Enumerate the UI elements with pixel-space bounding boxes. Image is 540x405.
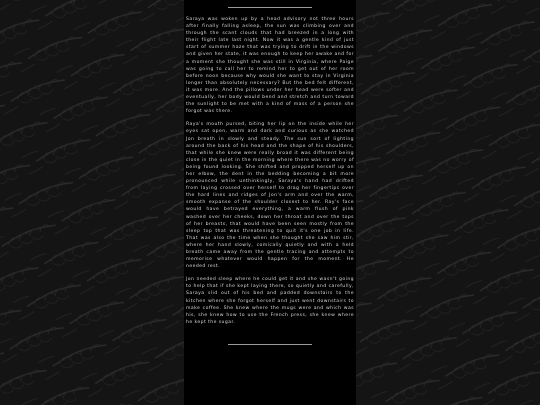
paragraph: Saraya was woken up by a head advisory not three hours after finally falling asleep, the sun was climbing over and through the scant clouds that had breezed in a long with their flight late last night. Now it was a gentle kind of just start of summer haze that was trying to drift in the windows and given her state, it was enough to keep her awake and for a moment she thought she was still in Virginia, where Paige was going to call her to remind her to get out of her room before noon because why would she want to stay in Virginia longer than absolutely necessary? But the bed felt different, it was more. And the pillows under her head were softer and eventually, her body would bend and stretch and turn toward the sunlight to be met with a kind of mass of a person she forgot was there.	[186, 17, 354, 115]
paragraph: Jon needed sleep where he could get it and she wasn't going to help that if she kept laying there, so quietly and carefully, Saraya slid out of his bed and padded downstairs to the kitchen where she forgot herself and just went downstairs to make coffee. She knew where the mugs were and which was his, she knew how to use the French press, she knew where he kept the sugar.	[186, 277, 354, 325]
story-text	[186, 16, 354, 332]
bottom-divider	[228, 344, 312, 345]
paragraph: Raya's mouth pursed, biting her lip on the inside while her eyes sat open, warm and dark and curious as she watched Jon breath in slowly and steady. The sun sort of lighting around the back of his head and the shape of his shoulders, that while she knew were really broad it was different being close in the quiet in the morning where there was no worry of being found looking. She shifted and propped herself up on her elbow, the dent in the bedding becoming a bit more pronounced while unthinkingly, Saraya's hand had drifted from laying crossed over herself to drag her fingertips over the hard lines and ridges of Jon's arm and over the warm, smooth expanse of the shoulder closest to her. Ray's face would have betrayed everything, a warm flush of pink washed over her cheeks, down her throat and over the tops of her breasts, that would have been seen mostly from the sleep top that was threatening to quit it's one job in life. That was also the time when she thought she saw him stir, where her hand slowly, comically quietly and with a held breath came away from the gentle tracing and attempts to memorise whatever would happen for the moment. He needed rest.	[186, 122, 354, 270]
top-divider	[228, 7, 312, 8]
